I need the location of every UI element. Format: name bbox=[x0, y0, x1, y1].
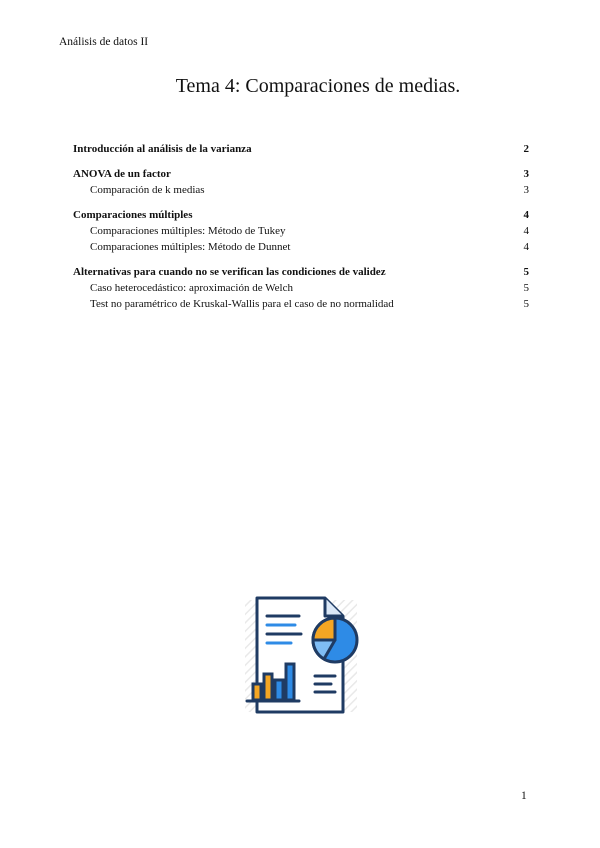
toc-entry[interactable] bbox=[73, 166, 529, 182]
toc-entry[interactable] bbox=[73, 264, 529, 280]
toc-subentry[interactable] bbox=[73, 280, 529, 296]
toc-entry-label: Caso heterocedástico: aproximación de Welch bbox=[90, 282, 293, 294]
toc-entry-page: 3 bbox=[523, 184, 529, 196]
toc-entry-label: Comparaciones múltiples: Método de Dunnet bbox=[90, 241, 291, 253]
toc-entry-page: 2 bbox=[523, 143, 529, 155]
toc-entry-page: 5 bbox=[523, 266, 529, 278]
toc-subentry[interactable] bbox=[73, 239, 529, 255]
toc-entry-label: Comparación de k medias bbox=[90, 184, 205, 196]
page-title: Tema 4: Comparaciones de medias. bbox=[175, 75, 461, 97]
running-header: Análisis de datos II bbox=[59, 36, 149, 48]
toc-entry-page: 4 bbox=[523, 225, 529, 237]
toc-entry-label: Comparaciones múltiples bbox=[73, 209, 193, 221]
toc-subentry[interactable] bbox=[73, 296, 529, 312]
toc-entry[interactable] bbox=[73, 207, 529, 223]
toc-entry-label: Introducción al análisis de la varianza bbox=[73, 143, 252, 155]
toc-entry-page: 4 bbox=[523, 241, 529, 253]
toc-entry-label: ANOVA de un factor bbox=[73, 168, 171, 180]
report-chart-icon bbox=[239, 594, 361, 716]
page-number: 1 bbox=[521, 790, 527, 802]
toc-entry-page: 4 bbox=[523, 209, 529, 221]
toc-entry-page: 5 bbox=[523, 282, 529, 294]
toc-entry-page: 5 bbox=[523, 298, 529, 310]
toc-entry[interactable] bbox=[73, 141, 529, 157]
toc-entry-label: Comparaciones múltiples: Método de Tukey bbox=[90, 225, 286, 237]
toc-subentry[interactable] bbox=[73, 223, 529, 239]
toc-entry-page: 3 bbox=[523, 168, 529, 180]
toc-entry-label: Alternativas para cuando no se verifican las condiciones de validez bbox=[73, 266, 386, 278]
toc-entry-label: Test no paramétrico de Kruskal-Wallis para el caso de no normalidad bbox=[90, 298, 394, 310]
toc-subentry[interactable] bbox=[73, 182, 529, 198]
table-of-contents bbox=[73, 141, 529, 312]
